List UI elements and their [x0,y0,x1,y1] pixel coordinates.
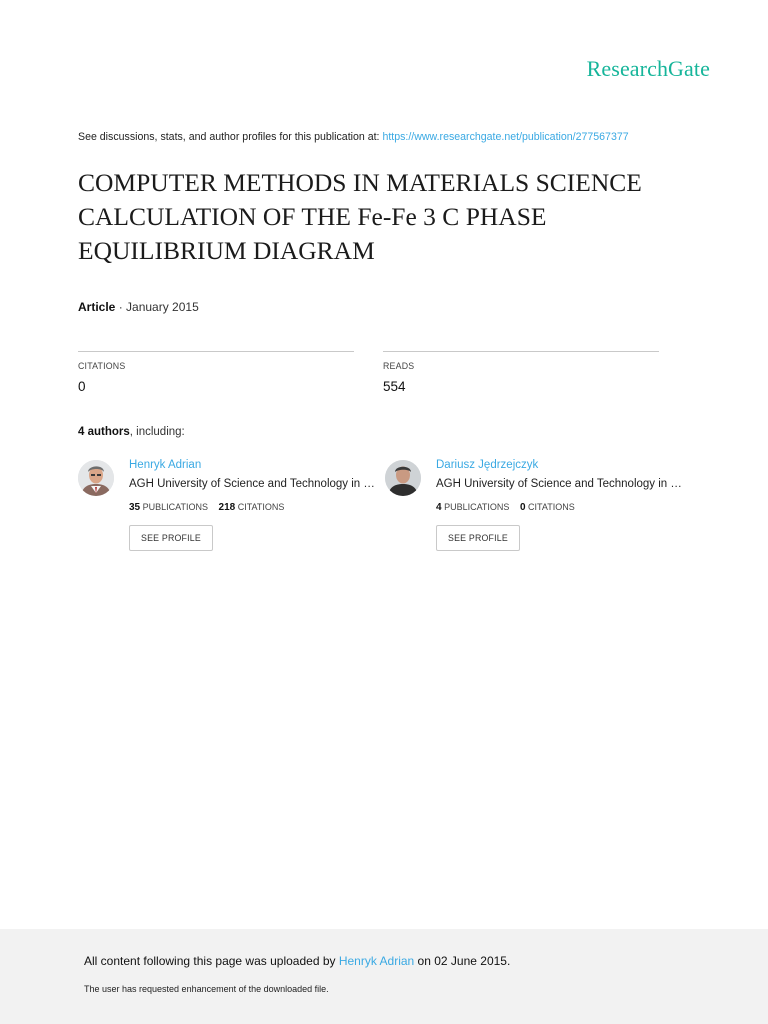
author-name[interactable]: Henryk Adrian [129,459,202,471]
see-profile-button[interactable]: SEE PROFILE [436,525,520,551]
publication-date: January 2015 [126,300,199,314]
reads-stat [383,351,659,394]
publications-count: 35 [129,502,141,513]
citations-label: CITATIONS [237,502,285,512]
author-card [78,458,378,558]
citations-count: 0 [519,502,526,513]
uploader-link[interactable]: Henryk Adrian [338,954,415,968]
author-stats [129,502,284,513]
publications-label: PUBLICATIONS [142,502,208,512]
see-profile-button[interactable]: SEE PROFILE [129,525,213,551]
researchgate-logo[interactable]: ResearchGate [586,56,710,81]
author-name[interactable]: Dariusz Jędrzejczyk [436,459,539,471]
upload-line [84,954,510,968]
footer [0,929,768,1024]
author-institution: AGH University of Science and Technology in … [436,478,682,490]
author-avatar[interactable] [385,460,421,496]
title-line-1: COMPUTER METHODS IN MATERIALS SCIENCE [78,168,642,197]
author-stats [436,502,575,513]
meta-separator: · [115,300,127,314]
author-institution: AGH University of Science and Technology in … [129,478,375,490]
citations-label: CITATIONS [528,502,575,512]
authors-suffix: , including: [129,426,185,438]
discussion-text: See discussions, stats, and author profiles for this publication at: [78,131,383,143]
author-card [385,458,685,558]
discussion-line [78,131,629,143]
authors-count: 4 authors [78,426,130,438]
citations-stat [78,351,354,394]
title-line-2: CALCULATION OF THE Fe-Fe 3 C PHASE [78,202,547,231]
citations-value: 0 [78,379,86,394]
citations-label: CITATIONS [78,361,126,371]
publication-title [78,166,718,268]
title-line-3: EQUILIBRIUM DIAGRAM [78,236,375,265]
avatar-photo-icon [78,460,114,496]
reads-value: 554 [383,379,406,394]
publication-type: Article [78,300,116,314]
reads-label: READS [383,361,415,371]
citations-count: 218 [218,502,236,513]
upload-suffix: on 02 June 2015. [414,954,511,968]
authors-heading [78,426,185,438]
publication-link[interactable]: https://www.researchgate.net/publication/277567377 [382,131,629,143]
avatar-photo-icon [385,460,421,496]
publications-label: PUBLICATIONS [444,502,510,512]
publication-meta [78,300,199,314]
upload-prefix: All content following this page was uploaded by [84,954,339,968]
author-avatar[interactable] [78,460,114,496]
publications-count: 4 [436,502,442,513]
enhancement-notice: The user has requested enhancement of the downloaded file. [84,984,329,994]
